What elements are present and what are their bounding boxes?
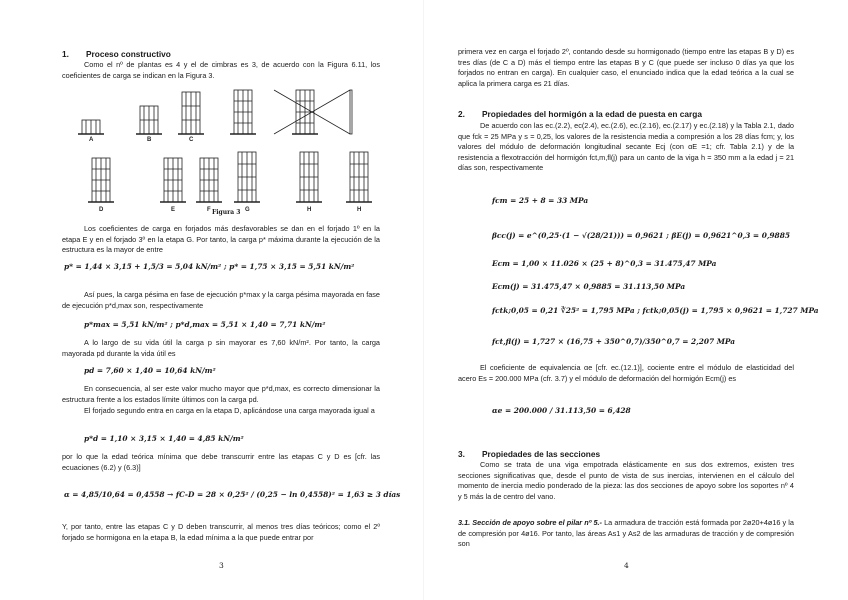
paragraph: Como se trata de una viga empotrada elásticamente en sus dos extremos, existen tres secciones significativas que, desde el punto de vista de sus inercias, intervienen en el cálculo del momento de inercia medio ponderado de la pieza: las dos secciones de apoyo sobre los soportes nº 4 y 5 más la de centro del vano.	[458, 460, 794, 501]
paragraph: A lo largo de su vida útil la carga p sin mayorar es 7,60 kN/m². Por tanto, la carga mayorada pd durante la vida útil es	[62, 338, 380, 358]
figure-label: A	[89, 137, 94, 143]
paragraph: Así pues, la carga pésima en fase de ejecución p*max y la carga pésima mayorada en fase de ejecución p*d,max son, respectivamente	[62, 290, 380, 310]
paragraph: por lo que la edad teórica mínima que debe transcurrir entre las etapas C y D es [cfr. las ecuaciones (6.2) y (6.3)]	[62, 452, 380, 472]
section-heading-1	[62, 49, 171, 59]
equation: fct,fl(j) = 1,727 × (16,75 + 350^0,7)/350^0,7 = 2,207 MPa	[492, 337, 736, 346]
equation: p* = 1,44 × 3,15 + 1,5/3 = 5,04 kN/m² ; p* = 1,75 × 3,15 = 5,51 kN/m²	[64, 262, 355, 271]
paragraph: Como el nº de plantas es 4 y el de cimbras es 3, de acuerdo con la Figura 6.11, los coeficientes de carga se indican en la Figura 3.	[62, 60, 380, 80]
equation: fcm = 25 + 8 = 33 MPa	[492, 196, 589, 205]
heading-number: 2.	[458, 109, 465, 119]
figure-label: G	[245, 207, 250, 213]
paragraph: En consecuencia, al ser este valor mucho mayor que p*d,max, es correcto dimensionar la estructura frente a los estados límite últimos con la carga pd.	[62, 384, 380, 404]
equation: α = 4,85/10,64 = 0,4558 → fC-D = 28 × 0,25² / (0,25 − ln 0,4558)² = 1,63 ≥ 3 días	[64, 490, 401, 499]
paragraph	[458, 518, 794, 550]
figure-label: F	[207, 207, 211, 213]
paragraph-text: La armadura de tracción está formada por 2ø20+4ø16 y la de compresión por 4ø16. Por tanto, las áreas As1 y As2 de las armaduras de tracción y de compresión son	[458, 518, 794, 549]
heading-number: 3.	[458, 449, 465, 459]
heading-title: Proceso constructivo	[86, 49, 171, 59]
page-4	[424, 0, 848, 600]
equation: p*d = 1,10 × 3,15 × 1,40 = 4,85 kN/m²	[84, 434, 244, 443]
subsection-heading: 3.1. Sección de apoyo sobre el pilar nº 5.-	[458, 518, 602, 527]
load-coefficient-figure	[78, 86, 378, 216]
paragraph: De acuerdo con las ec.(2.2), ec(2.4), ec.(2.6), ec.(2.16), ec.(2.17) y ec.(2.18) y la Tabla 2.1, dado que fck = 25 MPa y s = 0,25, los valores de la resistencia media a compresión a los 28 días fcm; y, los valores del módulo de deformación longitudinal secante Ecj (con αE =1; cfr. Tabla 2.1) y de la resistencia a flexotracción del hormigón fct,m,fl(j) para un canto de la viga h = 350 mm a la edad j = 21 días son, respectivamente	[458, 121, 794, 173]
paragraph: Los coeficientes de carga en forjados más desfavorables se dan en el forjado 1º en la etapa E y en el forjado 3º en la etapa G. Por tanto, la carga p* máxima durante la ejecución de la estructura es la mayor de entre	[62, 224, 380, 255]
section-heading-2	[458, 109, 702, 119]
equation: p*max = 5,51 kN/m² ; p*d,max = 5,51 × 1,40 = 7,71 kN/m²	[84, 320, 326, 329]
heading-number: 1.	[62, 49, 69, 59]
figure-label: H	[357, 207, 362, 213]
equation: Ecm = 1,00 × 11.026 × (25 + 8)^0,3 = 31.475,47 MPa	[492, 259, 717, 268]
heading-title: Propiedades de las secciones	[482, 449, 601, 459]
figure-label: D	[99, 207, 104, 213]
figure-label: E	[171, 207, 176, 213]
page-number: 3	[219, 561, 224, 570]
paragraph: primera vez en carga el forjado 2º, contando desde su hormigonado (tiempo entre las etapas B y D) es tres días (de C a D) más el tiempo entre las etapas B y C (que puede ser incluso 0 días ya que los forjados no entran en carga). En cualquier caso, el enunciado indica que la edad teórica a la cual se aplica la primera carga es 21 días.	[458, 47, 794, 88]
section-heading-3	[458, 449, 600, 459]
figure-label: C	[189, 137, 194, 143]
heading-title: Propiedades del hormigón a la edad de puesta en carga	[482, 109, 702, 119]
equation: fctk;0,05 = 0,21 ∛25² = 1,795 MPa ; fctk;0,05(j) = 1,795 × 0,9621 = 1,727 MPa	[492, 306, 819, 315]
figure-caption: Figura 3	[212, 209, 241, 216]
figure-label: H	[307, 207, 312, 213]
equation: pd = 7,60 × 1,40 = 10,64 kN/m²	[84, 366, 216, 375]
equation: Ecm(j) = 31.475,47 × 0,9885 = 31.113,50 MPa	[492, 282, 686, 291]
figure-label: B	[147, 137, 152, 143]
paragraph: El forjado segundo entra en carga en la etapa D, aplicándose una carga mayorada igual a	[84, 406, 375, 415]
equation: βcc(j) = e^(0,25·(1 − √(28/21))) = 0,9621 ; βE(j) = 0,9621^0,3 = 0,9885	[492, 231, 790, 240]
equation: αe = 200.000 / 31.113,50 = 6,428	[492, 406, 631, 415]
page-number: 4	[624, 561, 629, 570]
paragraph: El coeficiente de equivalencia αe [cfr. ec.(12.1)], cociente entre el módulo de elasticidad del acero Es = 200.000 MPa (cfr. 3.7) y el módulo de deformación del hormigón Ecm(j) es	[458, 363, 794, 383]
paragraph: Y, por tanto, entre las etapas C y D deben transcurrir, al menos tres días teóricos; como el 2º forjado se hormigona en la etapa B, la edad mínima a la que puede entrar por	[62, 522, 380, 542]
